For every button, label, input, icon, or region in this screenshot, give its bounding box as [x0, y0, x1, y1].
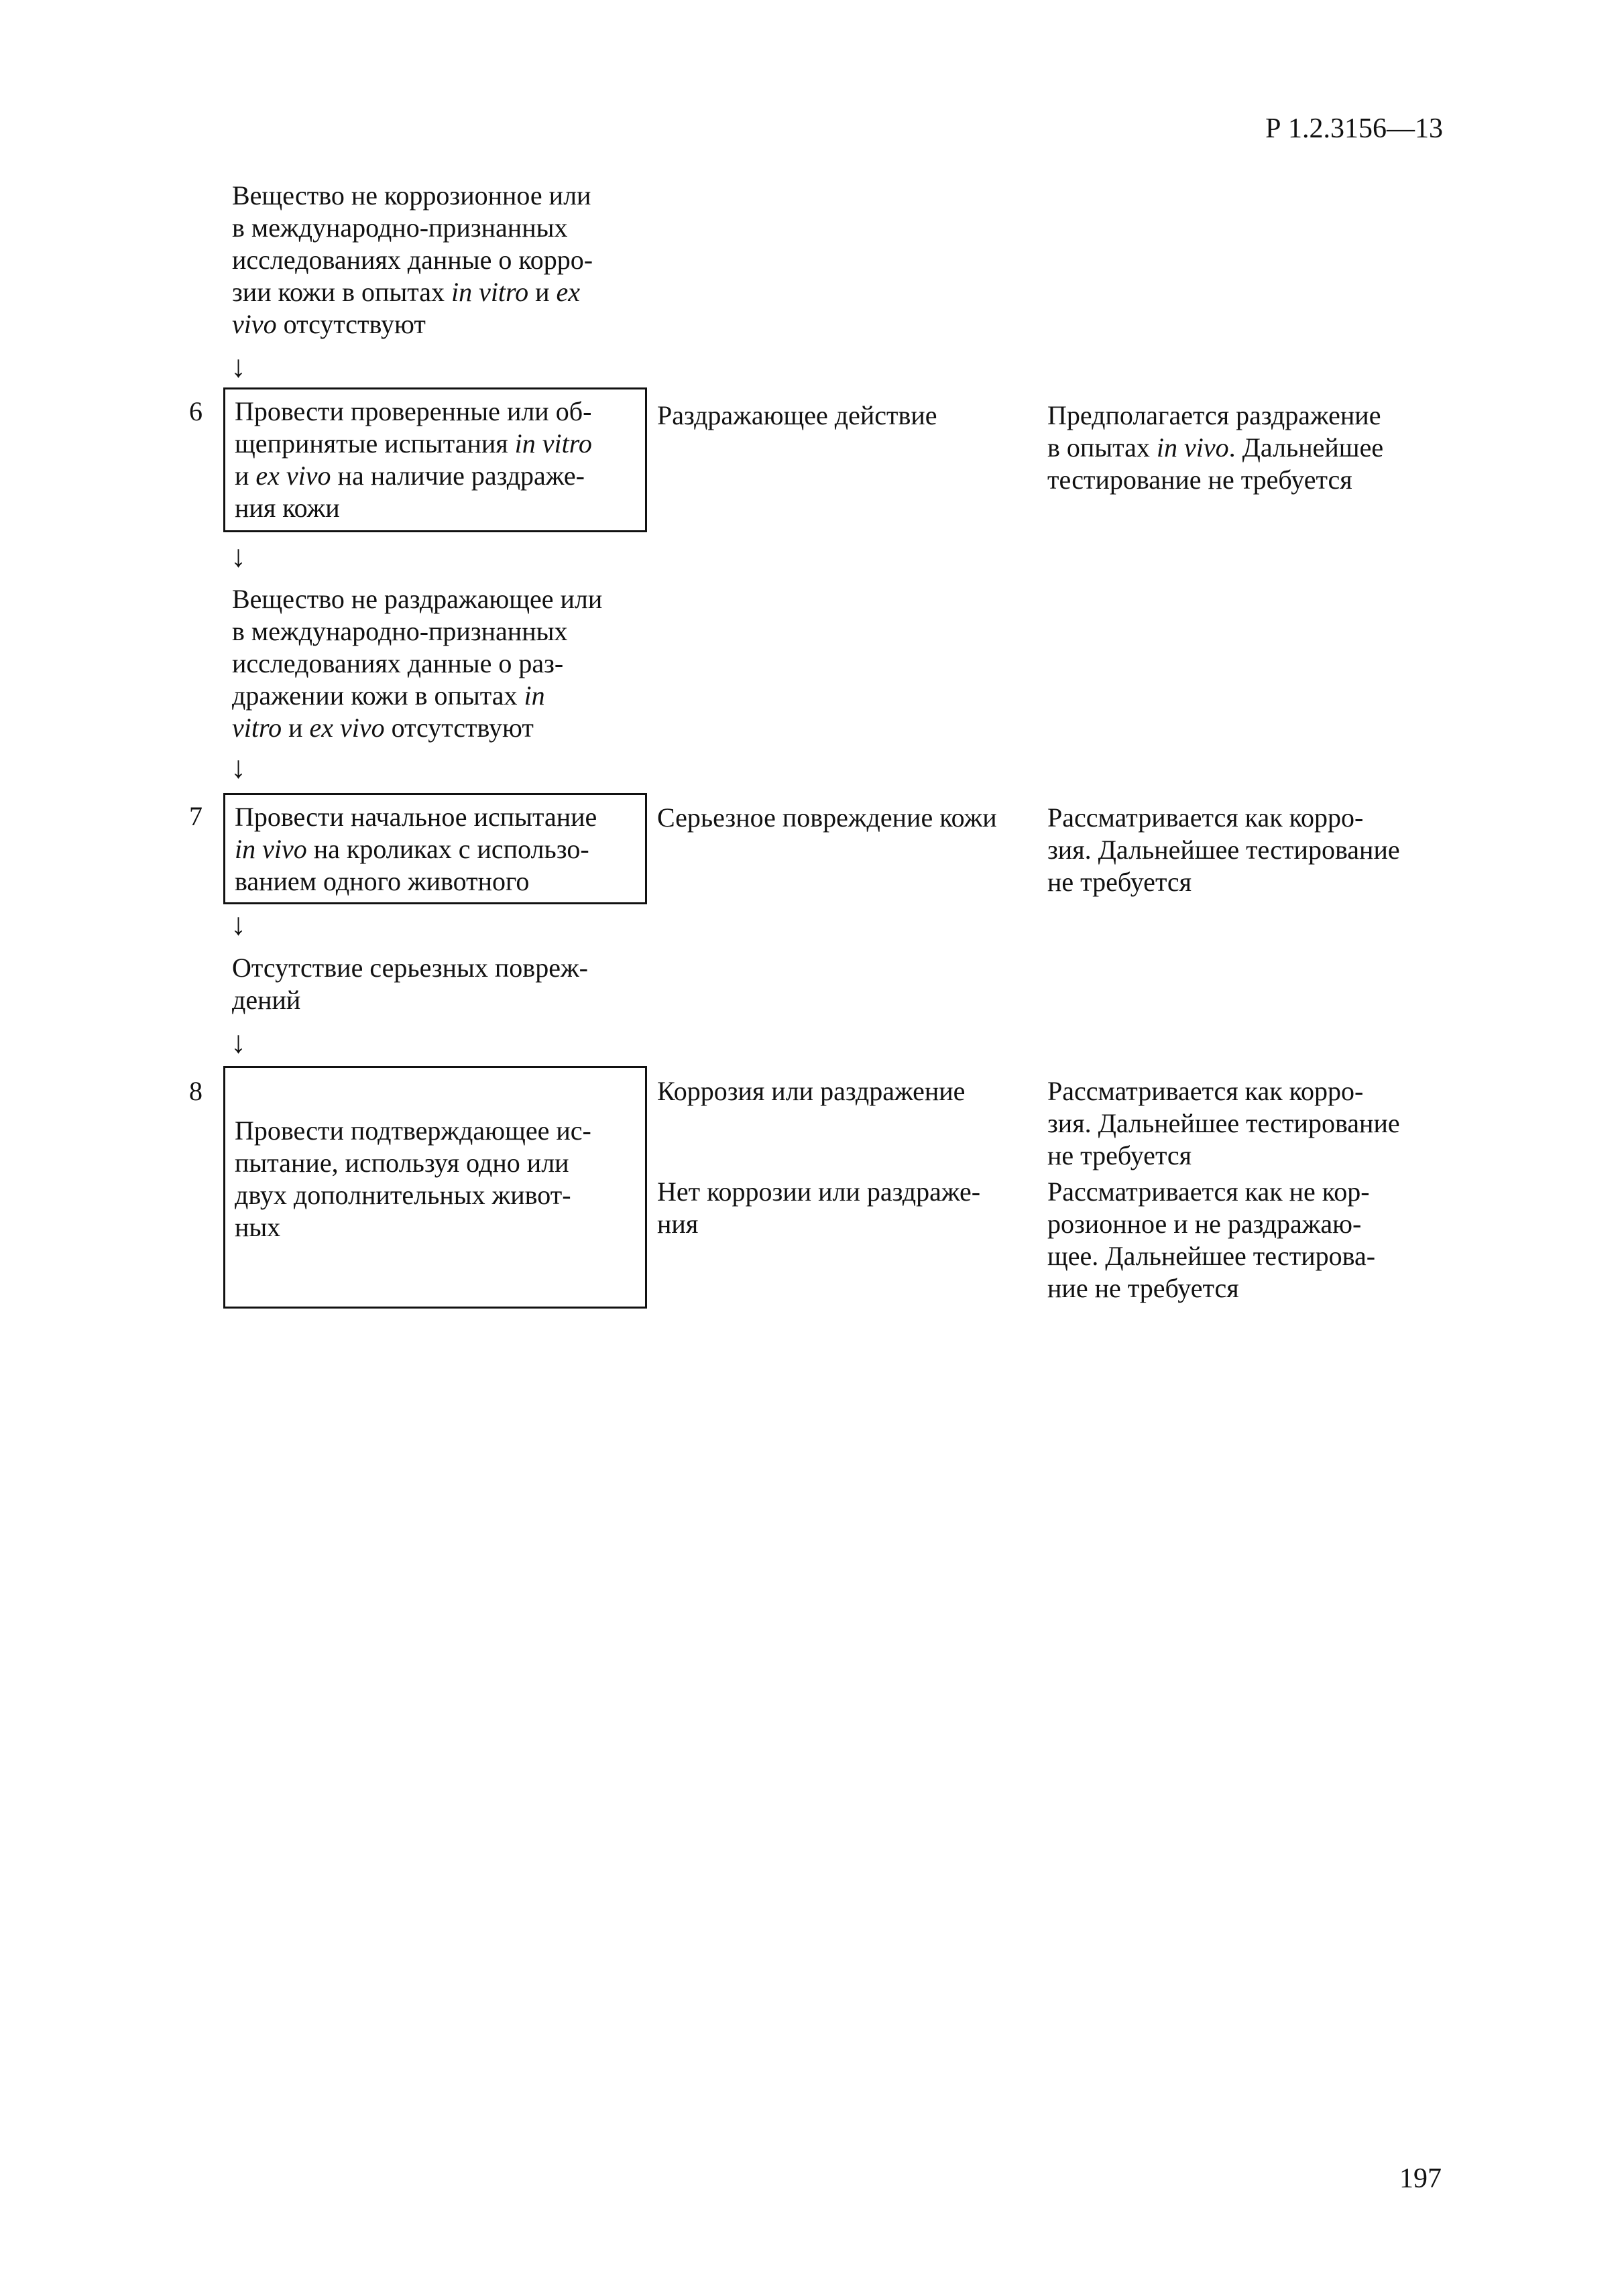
step-7-box	[223, 793, 647, 904]
arrow-down-icon: ↓	[231, 349, 246, 383]
step-8-conclusion-1: Рассматривается как корро- зия. Дальнейшее тестирование не требуется	[1047, 1076, 1400, 1170]
step-8-result-1: Коррозия или раздражение	[657, 1076, 966, 1106]
step-8-box	[223, 1066, 647, 1309]
step-number: 6	[189, 396, 202, 426]
note-before-step-6: Вещество не коррозионное или в международно-признанных исследованиях данные о корро- зии кожи в опытах in vitro и ex vivo отсутствуют	[232, 180, 593, 339]
step-number: 7	[189, 801, 202, 831]
step-8-conclusion-2: Рассматривается как не кор- розионное и не раздражаю- щее. Дальнейшее тестирова- ние не требуется	[1047, 1176, 1376, 1303]
step-6-conclusion: Предполагается раздражение в опытах in vivo. Дальнейшее тестирование не требуется	[1047, 400, 1384, 495]
step-6-box	[223, 387, 647, 532]
arrow-down-icon: ↓	[231, 1025, 246, 1059]
step-6-text: Провести проверенные или об- щепринятые испытания in vitro и ex vivo на наличие раздраже- ния кожи	[235, 396, 592, 523]
arrow-down-icon: ↓	[231, 907, 246, 941]
page-number: 197	[1399, 2163, 1442, 2194]
step-7-conclusion: Рассматривается как корро- зия. Дальнейшее тестирование не требуется	[1047, 802, 1400, 897]
step-6-result: Раздражающее действие	[657, 400, 937, 430]
step-8-text: Провести подтверждающее ис- пытание, используя одно или двух дополнительных живот- ных	[235, 1115, 591, 1242]
arrow-down-icon: ↓	[231, 750, 246, 784]
arrow-down-icon: ↓	[231, 539, 246, 573]
step-7-text: Провести начальное испытание in vivo на кроликах с использо- ванием одного животного	[235, 802, 597, 896]
step-7-result: Серьезное повреждение кожи	[657, 802, 997, 833]
document-code: Р 1.2.3156—13	[1265, 113, 1443, 144]
step-8-result-2: Нет коррозии или раздраже- ния	[657, 1176, 981, 1239]
note-before-step-8: Отсутствие серьезных повреж- дений	[232, 953, 588, 1015]
note-before-step-7: Вещество не раздражающее или в международно-признанных исследованиях данные о раз- дражении кожи в опытах in vitro и ex vivo отсутствуют	[232, 584, 603, 743]
step-number: 8	[189, 1076, 202, 1106]
